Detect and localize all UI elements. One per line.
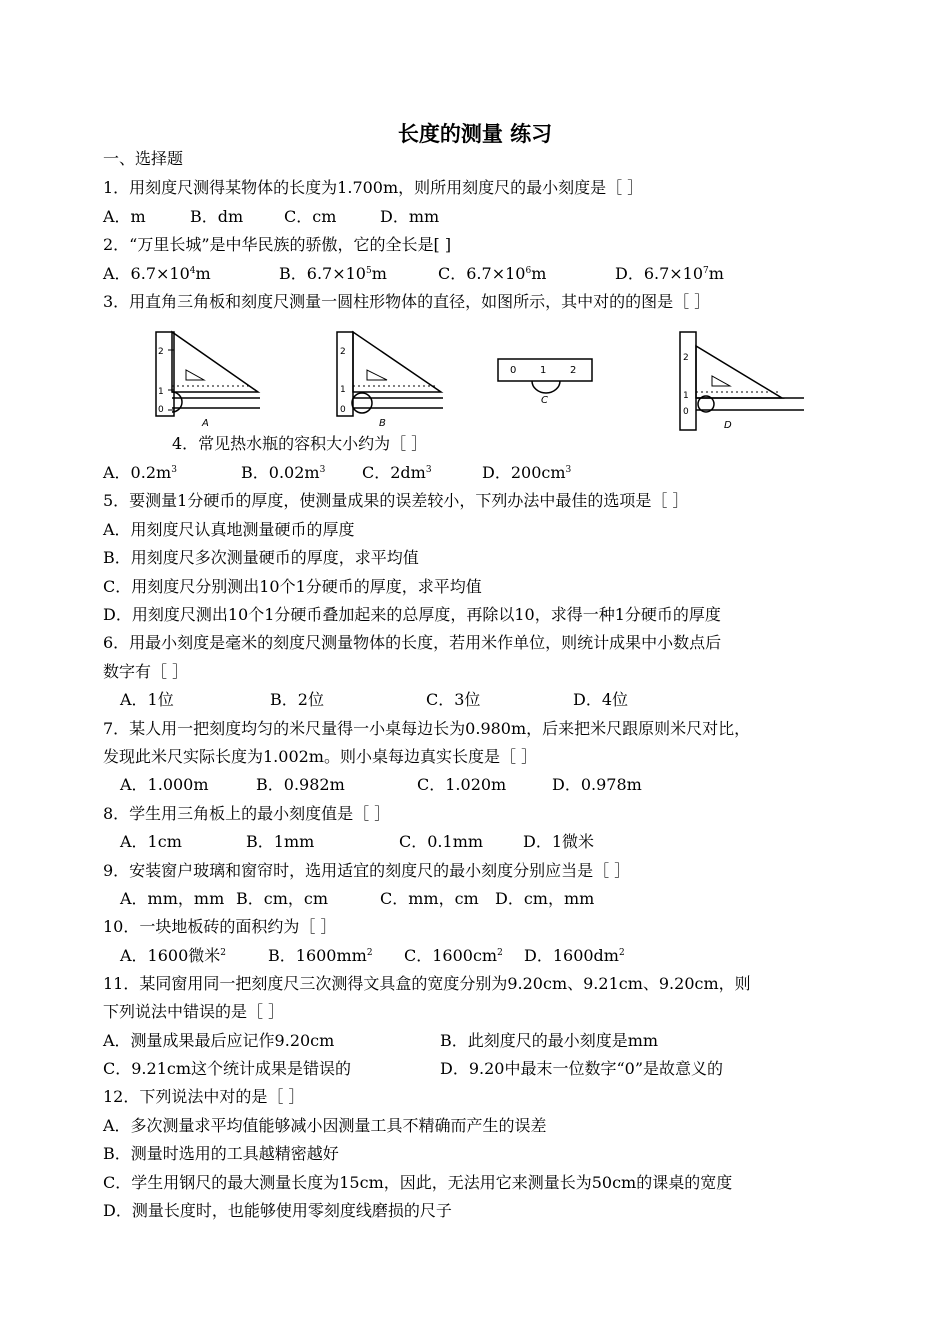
figure-a [148, 328, 268, 430]
fig-b-tick-2: 2 [340, 347, 346, 357]
q4-option-b: B．$0.02m^3$ [241, 463, 326, 482]
q8-option-a: A．1cm [120, 832, 182, 851]
q5-option-b: B．用刻度尺多次测量硬币的厚度，求平均值 [103, 548, 419, 567]
fig-c-tick-1: 1 [540, 365, 547, 376]
q8-option-c: C．0.1mm [399, 832, 484, 851]
fig-d-tick-1: 1 [683, 391, 689, 401]
q5-option-d: D．用刻度尺测出10个1分硬币叠加起来的总厚度，再除以10，求得一种1分硬币的厚度 [103, 605, 721, 624]
fig-a-label: A [202, 418, 209, 429]
q12-option-a: A．多次测量求平均值能够减小因测量工具不精确而产生的误差 [103, 1116, 547, 1135]
question-10: 10．一块地板砖的面积约为［ ］ [103, 917, 337, 936]
q5-option-a: A．用刻度尺认真地测量硬币的厚度 [103, 520, 355, 539]
q9-option-b: B．cm，cm [236, 889, 329, 908]
q7-option-c: C．1.020m [417, 775, 507, 794]
question-9: 9．安装窗户玻璃和窗帘时，选用适宜的刻度尺的最小刻度分别应当是［ ］ [103, 861, 631, 880]
q2-option-a: A．$6.7\times 10^4m$ [103, 264, 211, 283]
q1-option-c: C．cm [284, 207, 337, 226]
q8-option-b: B．1mm [246, 832, 315, 851]
q6-option-b: B．2位 [270, 690, 324, 709]
question-3: 3．用直角三角板和刻度尺测量一圆柱形物体的直径，如图所示，其中对的的图是［ ］ [103, 292, 711, 311]
question-11: 11．某同窗用同一把刻度尺三次测得文具盒的宽度分别为9.20cm、9.21cm、9.20cm，则 [103, 974, 751, 993]
question-5: 5．要测量1分硬币的厚度，使测量成果的误差较小，下列办法中最佳的选项是［ ］ [103, 491, 689, 510]
q7-option-a: A．1.000m [120, 775, 209, 794]
q6-option-d: D．4位 [573, 690, 629, 709]
q4-option-d: D．$200cm^3$ [482, 463, 572, 482]
q11-option-b: B．此刻度尺的最小刻度是mm [440, 1031, 659, 1050]
fig-b-label: B [379, 418, 386, 429]
fig-a-tick-1: 1 [158, 387, 164, 397]
figure-c [496, 357, 596, 409]
question-7: 7．某人用一把刻度均匀的米尺量得一小桌每边长为0.980m，后来把米尺跟原则米尺对比， [103, 719, 751, 738]
q1-option-d: D．mm [380, 207, 440, 226]
q8-option-d: D．1微米 [523, 832, 595, 851]
question-12: 12．下列说法中对的是［ ］ [103, 1087, 305, 1106]
page-title: 长度的测量 练习 [397, 122, 553, 146]
fig-c-tick-0: 0 [510, 365, 517, 376]
q11-option-a: A．测量成果最后应记作9.20cm [103, 1031, 335, 1050]
q11-option-c: C．9.21cm这个统计成果是错误的 [103, 1059, 352, 1078]
q9-option-a: A．mm，mm [120, 889, 225, 908]
fig-d-tick-0: 0 [683, 407, 689, 417]
question-1: 1．用刻度尺测得某物体的长度为1.700m，则所用刻度尺的最小刻度是［ ］ [103, 178, 644, 197]
q9-option-d: D．cm，mm [495, 889, 595, 908]
question-11-cont: 下列说法中错误的是［ ］ [103, 1002, 285, 1021]
fig-b-tick-0: 0 [340, 405, 346, 415]
question-7-cont: 发现此米尺实际长度为1.002m。则小桌每边真实长度是［ ］ [103, 747, 538, 766]
question-2: 2．“万里长城”是中华民族的骄傲，它的全长是[ ] [103, 235, 452, 254]
q7-option-d: D．0.978m [552, 775, 642, 794]
q12-option-b: B．测量时选用的工具越精密越好 [103, 1144, 339, 1163]
fig-b-tick-1: 1 [340, 385, 346, 395]
q2-option-d: D．$6.7\times 10^7m$ [615, 264, 724, 283]
fig-c-tick-2: 2 [570, 365, 577, 376]
q10-option-d: D．$1600dm^2$ [524, 946, 625, 965]
q6-option-a: A．1位 [120, 690, 174, 709]
q10-option-a: A．1600微米$^2$ [120, 946, 227, 965]
q11-option-d: D．9.20中最末一位数字“0”是故意义的 [440, 1059, 723, 1078]
q10-option-c: C．$1600cm^2$ [404, 946, 503, 965]
fig-d-label: D [724, 420, 732, 431]
q4-option-a: A．$0.2m^3$ [103, 463, 177, 482]
q9-option-c: C．mm，cm [380, 889, 479, 908]
q1-option-b: B．dm [190, 207, 244, 226]
question-6: 6．用最小刻度是毫米的刻度尺测量物体的长度，若用米作单位，则统计成果中小数点后 [103, 633, 722, 652]
question-4: 4．常见热水瓶的容积大小约为［ ］ [172, 434, 428, 453]
question-8: 8．学生用三角板上的最小刻度值是［ ］ [103, 804, 391, 823]
q1-option-a: A．m [103, 207, 146, 226]
fig-a-tick-2: 2 [158, 347, 164, 357]
fig-a-tick-0: 0 [158, 405, 164, 415]
section-heading: 一、选择题 [103, 149, 184, 168]
fig-c-label: C [541, 395, 548, 406]
q7-option-b: B．0.982m [256, 775, 345, 794]
figure-b [331, 328, 451, 430]
q10-option-b: B．$1600mm^2$ [268, 946, 373, 965]
q4-option-c: C．$2dm^3$ [362, 463, 432, 482]
q6-option-c: C．3位 [426, 690, 481, 709]
q5-option-c: C．用刻度尺分别测出10个1分硬币的厚度，求平均值 [103, 577, 482, 596]
fig-d-tick-2: 2 [683, 353, 689, 363]
q12-option-d: D．测量长度时，也能够使用零刻度线磨损的尺子 [103, 1201, 452, 1220]
q12-option-c: C．学生用钢尺的最大测量长度为15cm，因此，无法用它来测量长为50cm的课桌的宽度 [103, 1173, 733, 1192]
q2-option-c: C．$6.7\times 10^6m$ [438, 264, 547, 283]
figure-d [674, 328, 809, 433]
q2-option-b: B．$6.7\times 10^5m$ [279, 264, 387, 283]
question-6-cont: 数字有［ ］ [103, 662, 189, 681]
